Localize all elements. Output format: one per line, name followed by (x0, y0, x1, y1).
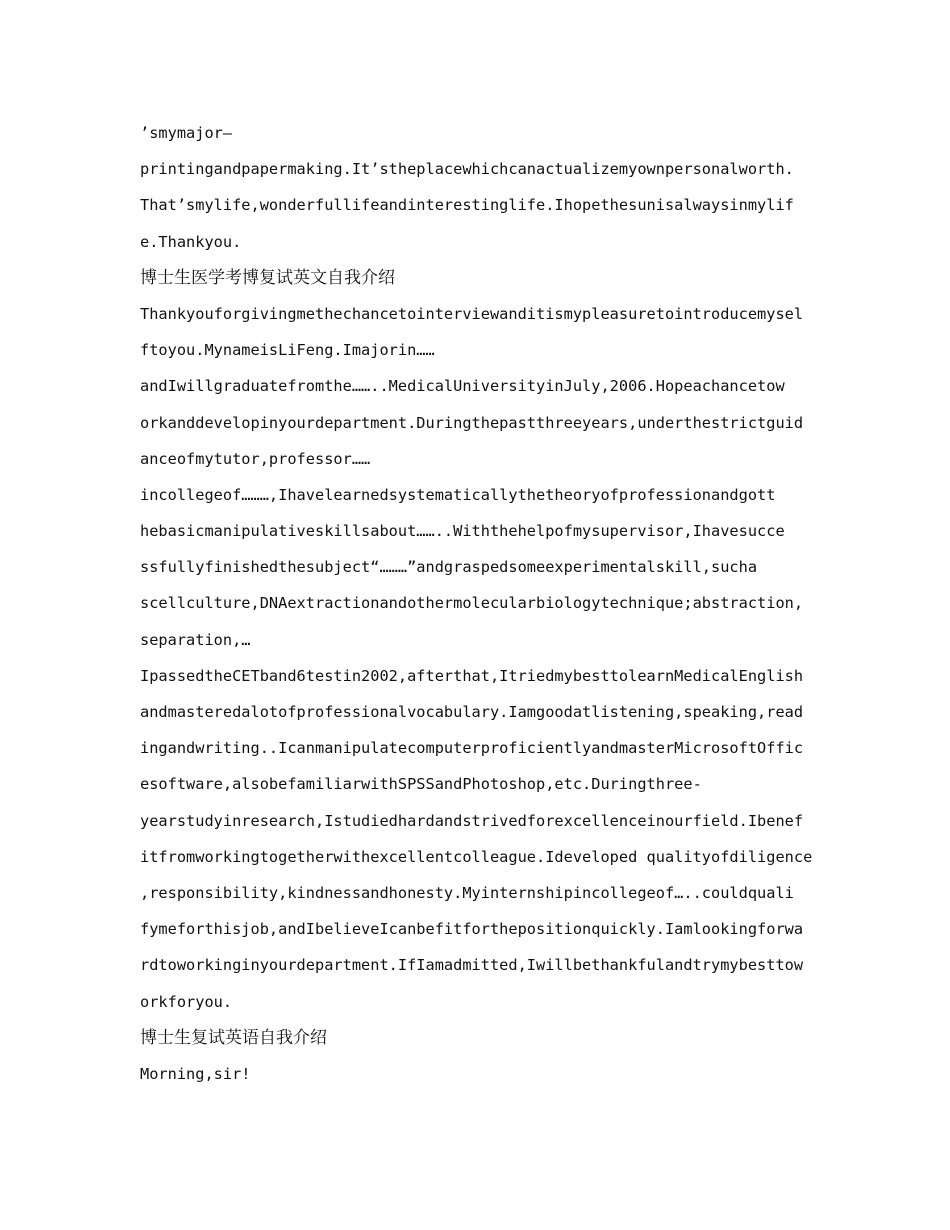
section-heading: 博士生复试英语自我介绍 (140, 1027, 327, 1048)
text-line: ,responsibility,kindnessandhonesty.Myinternshipincollegeof…..couldquali (140, 883, 794, 902)
text-line: itfromworkingtogetherwithexcellentcolleague.Ideveloped qualityofdiligence (140, 847, 813, 866)
text-line: andIwillgraduatefromthe……..MedicalUniversityinJuly,2006.Hopeachancetow (140, 377, 785, 396)
text-line: hebasicmanipulativeskillsabout……..Withthehelpofmysupervisor,Ihavesucce (140, 522, 785, 541)
text-line: orkforyou. (140, 992, 233, 1011)
text-line: fymeforthisjob,andIbelieveIcanbefitforthepositionquickly.Iamlookingforwa (140, 920, 804, 939)
text-line: incollegeof………,Ihavelearnedsystematicallythetheoryofprofessionandgott (140, 485, 776, 504)
text-line: anceofmytutor,professor…… (140, 449, 371, 468)
text-line: yearstudyinresearch,Istudiedhardandstrivedforexcellenceinourfield.Ibenef (140, 811, 804, 830)
text-line: ssfullyfinishedthesubject“………”andgraspedsomeexperimentalskill,sucha (140, 558, 758, 577)
text-line: e.Thankyou. (140, 232, 242, 251)
text-line: scellculture,DNAextractionandothermolecularbiologytechnique;abstraction, (140, 594, 804, 613)
section-heading: 博士生医学考博复试英文自我介绍 (140, 267, 395, 288)
text-line: separation,… (140, 630, 251, 649)
text-line: esoftware,alsobefamiliarwithSPSSandPhotoshop,etc.Duringthree- (140, 775, 702, 794)
text-line: rdtoworkinginyourdepartment.IfIamadmitted,Iwillbethankfulandtrymybesttow (140, 956, 804, 975)
text-line: orkanddevelopinyourdepartment.Duringthepastthreeyears,underthestrictguid (140, 413, 804, 432)
text-line: ingandwriting..IcanmanipulatecomputerproficientlyandmasterMicrosoftOffic (140, 739, 804, 758)
text-line: IpassedtheCETband6testin2002,afterthat,ItriedmybesttolearnMedicalEnglish (140, 666, 804, 685)
document-page (140, 115, 814, 1092)
text-line: andmasteredalotofprofessionalvocabulary.Iamgoodatlistening,speaking,read (140, 703, 804, 721)
text-line: Morning,sir! (140, 1064, 251, 1083)
text-line: ftoyou.MynameisLiFeng.Imajorin…… (140, 341, 435, 360)
text-line: That’smylife,wonderfullifeandinterestinglife.Ihopethesunisalwaysinmylif (140, 196, 794, 215)
text-line: printingandpapermaking.It’stheplacewhichcanactualizemyownpersonalworth. (140, 160, 794, 179)
text-line: Thankyouforgivingmethechancetointerviewanditismypleasuretointroducemysel (140, 304, 804, 323)
text-line: ’smymajor— (140, 124, 233, 142)
